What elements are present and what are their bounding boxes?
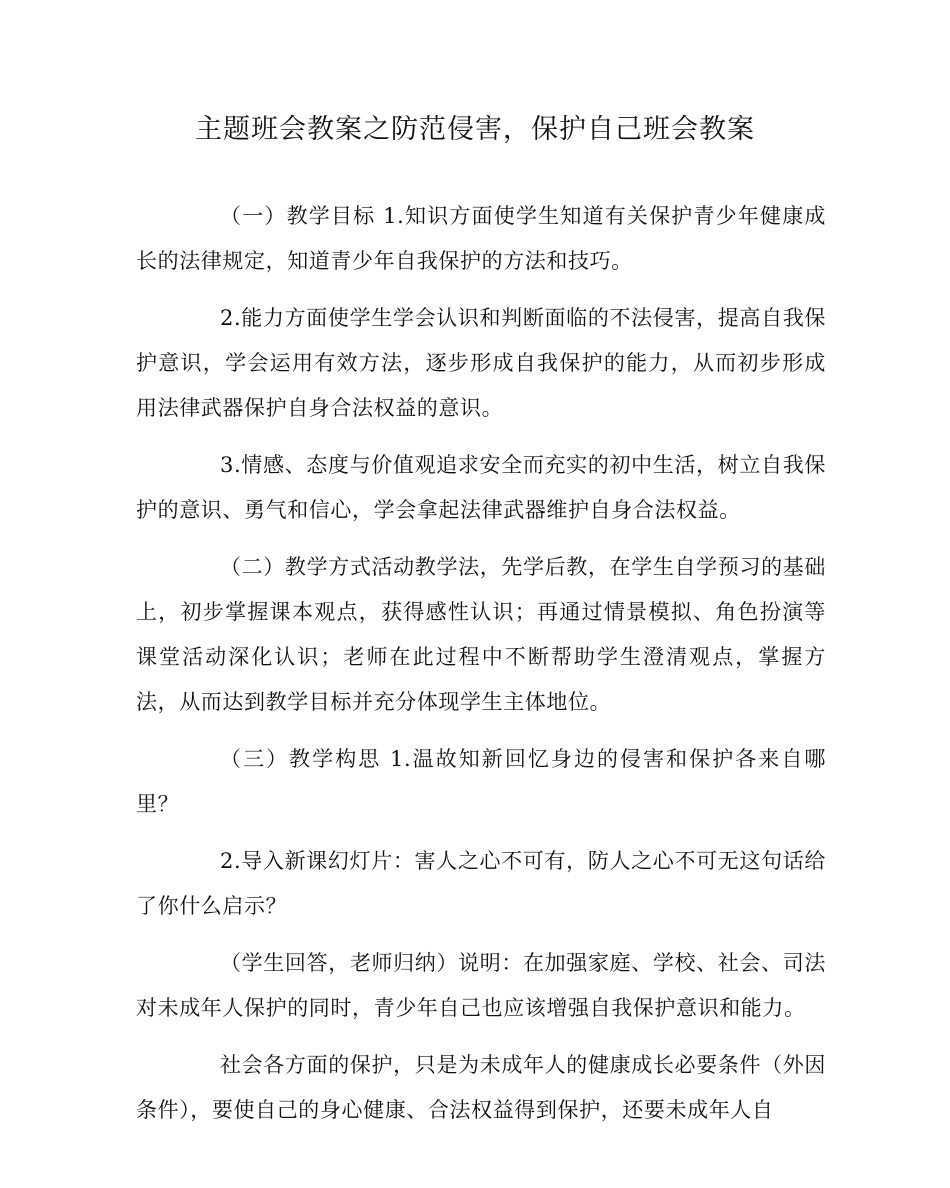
document-body	[136, 194, 826, 1145]
paragraph-emotion-goals: 3.情感、态度与价值观追求安全而充实的初中生活，树立自我保护的意识、勇气和信心，学会拿起法律武器维护自身合法权益。	[136, 453, 826, 522]
paragraph-explanation: （学生回答，老师归纳）说明：在加强家庭、学校、社会、司法对未成年人保护的同时，青少年自己也应该增强自我保护意识和能力。	[136, 951, 826, 1020]
paragraph-new-lesson: 2.导入新课幻灯片：害人之心不可有，防人之心不可无这句话给了你什么启示？	[136, 849, 826, 918]
paragraph-teaching-design: （三）教学构思 1.温故知新回忆身边的侵害和保护各来自哪里？	[136, 747, 826, 816]
paragraph-teaching-method: （二）教学方式活动教学法，先学后教，在学生自学预习的基础上，初步掌握课本观点，获得感性认识；再通过情景模拟、角色扮演等课堂活动深化认识；老师在此过程中不断帮助学生澄清观点，掌握方法，从而达到教学目标并充分体现学生主体地位。	[136, 555, 826, 714]
paragraph-ability-goals: 2.能力方面使学生学会认识和判断面临的不法侵害，提高自我保护意识，学会运用有效方法，逐步形成自我保护的能力，从而初步形成用法律武器保护自身合法权益的意识。	[136, 306, 826, 420]
paragraph-teaching-goals: （一）教学目标 1.知识方面使学生知道有关保护青少年健康成长的法律规定，知道青少年自我保护的方法和技巧。	[136, 204, 826, 273]
document-title: 主题班会教案之防范侵害，保护自己班会教案	[195, 114, 755, 145]
paragraph-social-protection: 社会各方面的保护，只是为未成年人的健康成长必要条件（外因条件），要使自己的身心健康、合法权益得到保护，还要未成年人自	[136, 1053, 826, 1122]
